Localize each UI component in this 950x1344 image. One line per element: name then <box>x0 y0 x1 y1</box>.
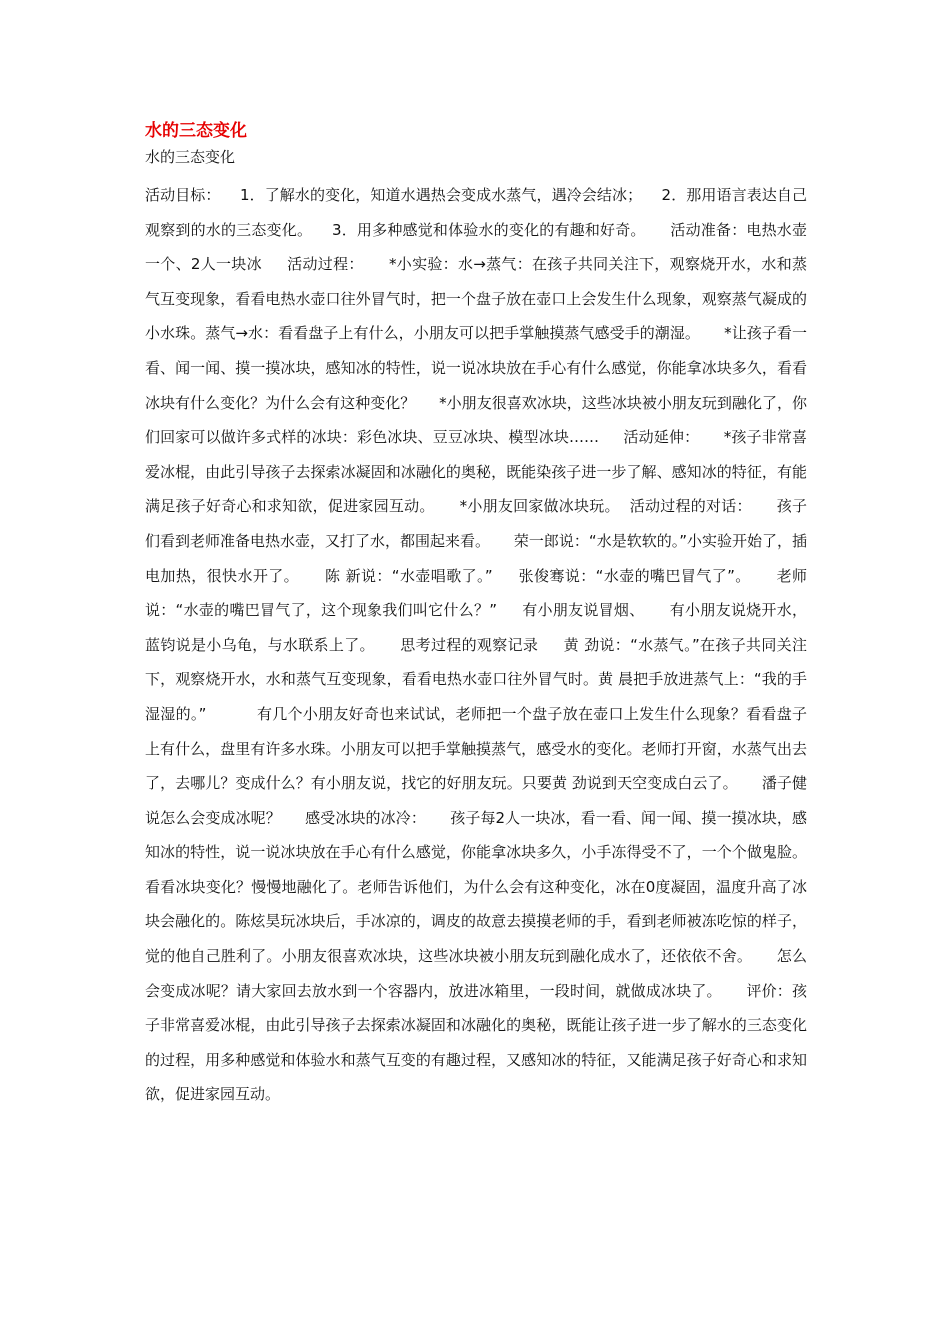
document-body: 活动目标： 1．了解水的变化，知道水遇热会变成水蒸气，遇冷会结冰； 2．那用语言表达自己观察到的水的三态变化。 3．用多种感觉和体验水的变化的有趣和好奇。 活动准备：电热水壶一个、2人一块冰 活动过程： *小实验：水→蒸气：在孩子共同关注下，观察烧开水，水和蒸气互变现象，看看电热水壶口往外冒气时，把一个盘子放在壶口上会发生什么现象，观察蒸气凝成的小水珠。蒸气→水：看看盘子上有什么，小朋友可以把手掌触摸蒸气感受手的潮湿。 *让孩子看一看、闻一闻、摸一摸冰块，感知冰的特性，说一说冰块放在手心有什么感觉，你能拿冰块多久，看看冰块有什么变化？为什么会有这种变化？ *小朋友很喜欢冰块，这些冰块被小朋友玩到融化了，你们回家可以做许多式样的冰块：彩色冰块、豆豆冰块、模型冰块…… 活动延伸： *孩子非常喜爱冰棍，由此引导孩子去探索冰凝固和冰融化的奥秘，既能染孩子进一步了解、感知冰的特征，有能满足孩子好奇心和求知欲，促进家园互动。 *小朋友回家做冰块玩。 活动过程的对话： 孩子们看到老师准备电热水壶，又打了水，都围起来看。 荣一郎说：“水是软软的。”小实验开始了，插电加热，很快水开了。 陈 新说：“水壶唱歌了。” 张俊骞说：“水壶的嘴巴冒气了”。 老师说：“水壶的嘴巴冒气了，这个现象我们叫它什么？” 有小朋友说冒烟、 有小朋友说烧开水， 蓝钧说是小乌龟，与水联系上了。 思考过程的观察记录 黄 劲说：“水蒸气。”在孩子共同关注下，观察烧开水，水和蒸气互变现象，看看电热水壶口往外冒气时。黄 晨把手放进蒸气上：“我的手湿湿的。” 有几个小朋友好奇也来试试，老师把一个盘子放在壶口上发生什么现象？看看盘子上有什么，盘里有许多水珠。小朋友可以把手掌触摸蒸气，感受水的变化。老师打开窗，水蒸气出去了，去哪儿？变成什么？有小朋友说，找它的好朋友玩。只要黄 劲说到天空变成白云了。 潘子健说怎么会变成冰呢？ 感受冰块的冰冷： 孩子每2人一块冰，看一看、闻一闻、摸一摸冰块，感知冰的特性，说一说冰块放在手心有什么感觉，你能拿冰块多久，小手冻得受不了，一个个做鬼脸。 看看冰块变化？慢慢地融化了。老师告诉他们，为什么会有这种变化，冰在0度凝固，温度升高了冰块会融化的。陈炫昊玩冰块后，手冰凉的，调皮的故意去摸摸老师的手，看到老师被冻吃惊的样子，觉的他自己胜利了。小朋友很喜欢冰块，这些冰块被小朋友玩到融化成水了，还依依不舍。 怎么会变成冰呢？请大家回去放水到一个容器内，放进冰箱里，一段时间，就做成冰块了。 评价：孩子非常喜爱冰棍，由此引导孩子去探索冰凝固和冰融化的奥秘，既能让孩子进一步了解水的三态变化的过程，用多种感觉和体验水和蒸气互变的有趣过程，又感知冰的特征，又能满足孩子好奇心和求知欲，促进家园互动。 <box>145 186 831 1104</box>
document-page <box>145 118 831 1112</box>
document-subtitle: 水的三态变化 <box>145 148 236 166</box>
document-title: 水的三态变化 <box>145 121 247 141</box>
